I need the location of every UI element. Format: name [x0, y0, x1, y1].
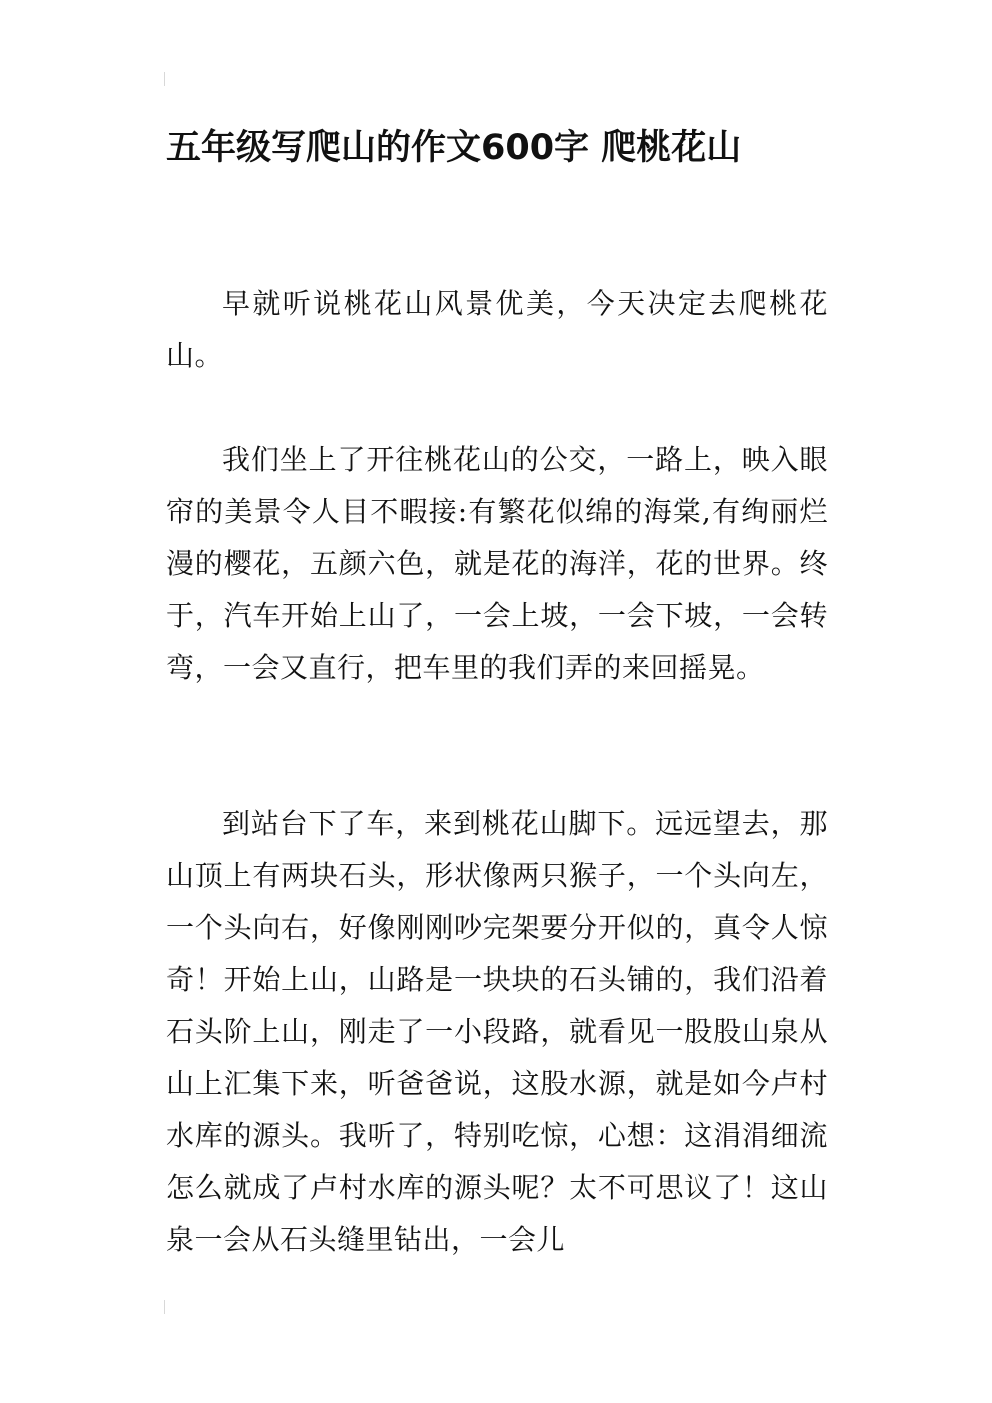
page-margin-mark-top: [164, 72, 165, 86]
paragraph-2: 我们坐上了开往桃花山的公交，一路上，映入眼帘的美景令人目不暇接:有繁花似绵的海棠,有绚丽烂漫的樱花，五颜六色，就是花的海洋，花的世界。终于，汽车开始上山了，一会上坡，一会下坡，一会转弯，一会又直行，把车里的我们弄的来回摇晃。: [166, 443, 828, 684]
paragraph-3: 到站台下了车，来到桃花山脚下。远远望去，那山顶上有两块石头，形状像两只猴子，一个头向左，一个头向右，好像刚刚吵完架要分开似的，真令人惊奇！开始上山，山路是一块块的石头铺的，我们沿着石头阶上山，刚走了一小段路，就看见一股股山泉从山上汇集下来，听爸爸说，这股水源，就是如今卢村水库的源头。我听了，特别吃惊，心想：这涓涓细流怎么就成了卢村水库的源头呢？太不可思议了！这山泉一会从石头缝里钻出，一会儿: [166, 807, 828, 1256]
paragraph-1: 早就听说桃花山风景优美，今天决定去爬桃花山。: [166, 287, 828, 372]
document-title: 五年级写爬山的作文600字 爬桃花山: [166, 128, 742, 168]
page-margin-mark-bottom: [164, 1300, 165, 1314]
